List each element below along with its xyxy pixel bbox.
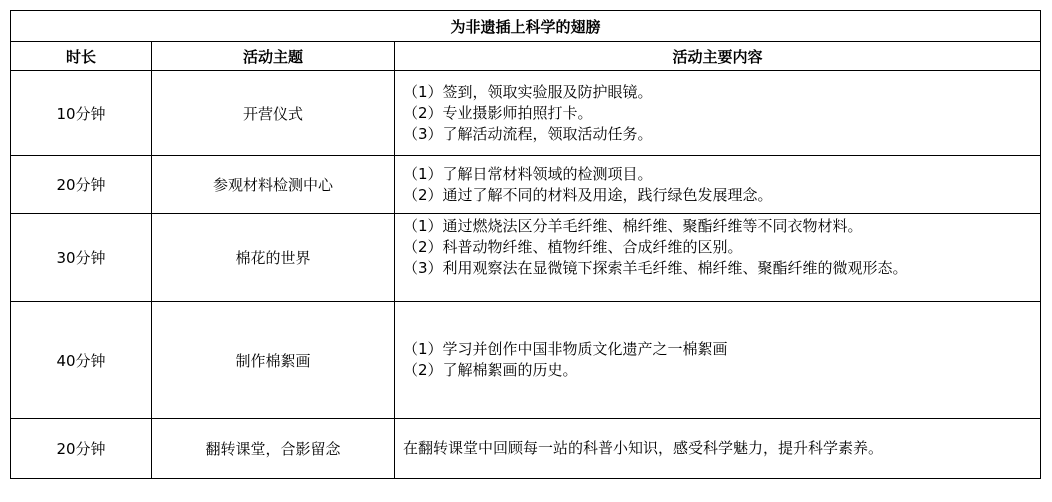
content-line: （1）了解日常材料领域的检测项目。 bbox=[403, 164, 653, 183]
duration-cell: 30分钟 bbox=[11, 214, 152, 302]
duration-cell: 10分钟 bbox=[11, 71, 152, 156]
content-line: （2）通过了解不同的材料及用途，践行绿色发展理念。 bbox=[403, 185, 773, 204]
content-line: （2）科普动物纤维、植物纤维、合成纤维的区别。 bbox=[403, 238, 743, 256]
table-row bbox=[11, 302, 1041, 419]
table-row bbox=[11, 419, 1041, 479]
duration-cell: 20分钟 bbox=[11, 156, 152, 214]
topic-cell: 参观材料检测中心 bbox=[152, 156, 395, 214]
content-line: （3）利用观察法在显微镜下探索羊毛纤维、棉纤维、聚酯纤维的微观形态。 bbox=[403, 259, 908, 277]
topic-cell: 开营仪式 bbox=[152, 71, 395, 156]
content-line: 在翻转课堂中回顾每一站的科普小知识，感受科学魅力，提升科学素养。 bbox=[403, 439, 884, 457]
table-title: 为非遗插上科学的翅膀 bbox=[11, 11, 1041, 42]
header-topic: 活动主题 bbox=[152, 42, 395, 71]
topic-cell: 制作棉絮画 bbox=[152, 302, 395, 419]
content-line: （1）通过燃烧法区分羊毛纤维、棉纤维、聚酯纤维等不同衣物材料。 bbox=[403, 217, 863, 235]
content-line: （3）了解活动流程，领取活动任务。 bbox=[403, 124, 653, 143]
table-row bbox=[11, 156, 1041, 214]
topic-cell: 翻转课堂，合影留念 bbox=[152, 419, 395, 479]
content-line: （2）了解棉絮画的历史。 bbox=[403, 361, 578, 379]
content-cell bbox=[395, 71, 1041, 156]
activity-schedule bbox=[10, 10, 1040, 479]
header-time: 时长 bbox=[11, 42, 152, 71]
duration-cell: 20分钟 bbox=[11, 419, 152, 479]
header-content: 活动主要内容 bbox=[395, 42, 1041, 71]
topic-cell: 棉花的世界 bbox=[152, 214, 395, 302]
content-cell bbox=[395, 302, 1041, 419]
table-row bbox=[11, 71, 1041, 156]
schedule-table bbox=[10, 10, 1041, 479]
content-line: （2）专业摄影师拍照打卡。 bbox=[403, 103, 593, 122]
duration-cell: 40分钟 bbox=[11, 302, 152, 419]
content-cell bbox=[395, 419, 1041, 479]
content-cell bbox=[395, 156, 1041, 214]
content-line: （1）学习并创作中国非物质文化遗产之一棉絮画 bbox=[403, 340, 728, 358]
table-row bbox=[11, 214, 1041, 302]
content-cell bbox=[395, 214, 1041, 302]
content-line: （1）签到，领取实验服及防护眼镜。 bbox=[403, 82, 653, 101]
